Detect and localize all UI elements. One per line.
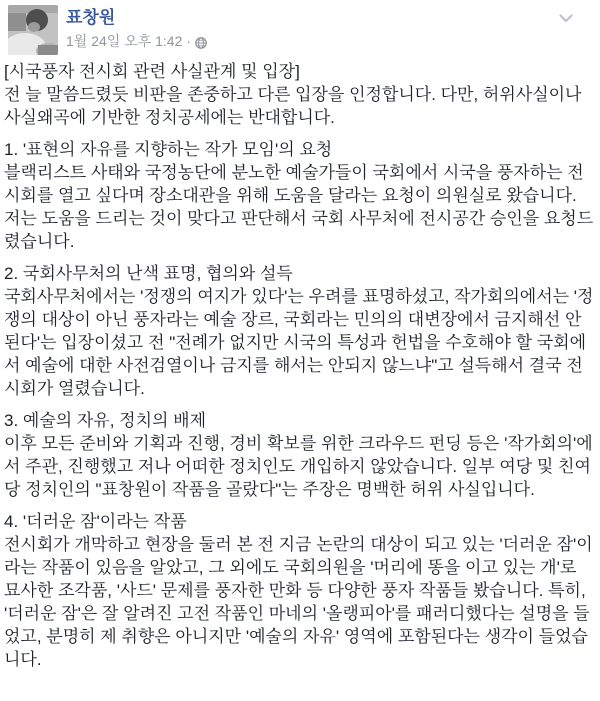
post-paragraph-1 [4,138,596,253]
profile-photo-image [8,5,58,55]
header-text [66,6,207,50]
author-name-link[interactable]: 표창원 [66,8,116,27]
paragraph-heading: [시국풍자 전시회 관련 사실관계 및 입장] [4,62,300,81]
post-paragraph-3 [4,409,596,501]
paragraph-heading: 3. 예술의 자유, 정치의 배제 [4,411,207,430]
post-timestamp[interactable]: 1월 24일 오후 1:42 [66,33,183,49]
post-menu-button[interactable] [558,10,574,26]
paragraph-text: 국회사무처에서는 '정쟁의 여지가 있다'는 우려를 표명하셨고, 작가회의에서는 '정쟁의 대상이 아닌 풍자라는 예술 장르, 국회라는 민의의 대변장에서 금지해선 안된다'는 입장이셨고 전 "전례가 없지만 시국의 특성과 헌법을 수호해야 할 국회에서 예술에 대한 사전검열이나 금지를 해서는 안되지 않느냐"고 설득해서 결국 전시회가 열렸습니다. [4,287,594,398]
globe-public-icon [195,35,207,47]
post-paragraph-intro [4,60,596,129]
post-paragraph-2 [4,262,596,400]
paragraph-heading: 2. 국회사무처의 난색 표명, 협의와 설득 [4,264,293,283]
post-header [4,0,596,58]
post-paragraph-4 [4,510,596,671]
chevron-down-icon [559,14,573,23]
paragraph-text: 전 늘 말씀드렸듯 비판을 존중하고 다른 입장을 인정합니다. 다만, 허위사실이나 사실왜곡에 기반한 정치공세에는 반대합니다. [4,85,582,127]
meta-separator: · [186,33,192,49]
paragraph-heading: 1. '표현의 자유를 지향하는 작가 모임'의 요청 [4,140,333,159]
paragraph-text: 전시회가 개막하고 현장을 둘러 본 전 지금 논란의 대상이 되고 있는 '더러운 잠'이라는 작품이 있음을 알았고, 그 외에도 국회의원을 '머리에 똥을 이고 있는 개'로 묘사한 조각품, '사드' 문제를 풍자한 만화 등 다양한 풍자 작품들 봤습니다. 특히, '더러운 잠'은 잘 알려진 고전 작품인 마네의 '올랭피아'를 패러디했다는 설명을 들었고, 분명히 제 취향은 아니지만 '예술의 자유' 영역에 포함된다는 생각이 들었습니다. [4,535,593,669]
profile-photo[interactable] [8,5,58,55]
post-body [4,58,596,671]
paragraph-text: 블랙리스트 사태와 국정농단에 분노한 예술가들이 국회에서 시국을 풍자하는 전시회를 열고 싶다며 장소대관을 위해 도움을 달라는 요청이 의원실로 왔습니다. 저는 도움을 드리는 것이 맞다고 판단해서 국회 사무처에 전시공간 승인을 요청드렸습니다. [4,163,594,251]
post-meta [66,32,207,50]
paragraph-text: 이후 모든 준비와 기획과 진행, 경비 확보를 위한 크라우드 펀딩 등은 '작가회의'에서 주관, 진행했고 저나 어떠한 정치인도 개입하지 않았습니다. 일부 여당 및 친여당 정치인의 "표창원이 작품을 골랐다"는 주장은 명백한 허위 사실입니다. [4,434,593,499]
paragraph-heading: 4. '더러운 잠'이라는 작품 [4,512,187,531]
